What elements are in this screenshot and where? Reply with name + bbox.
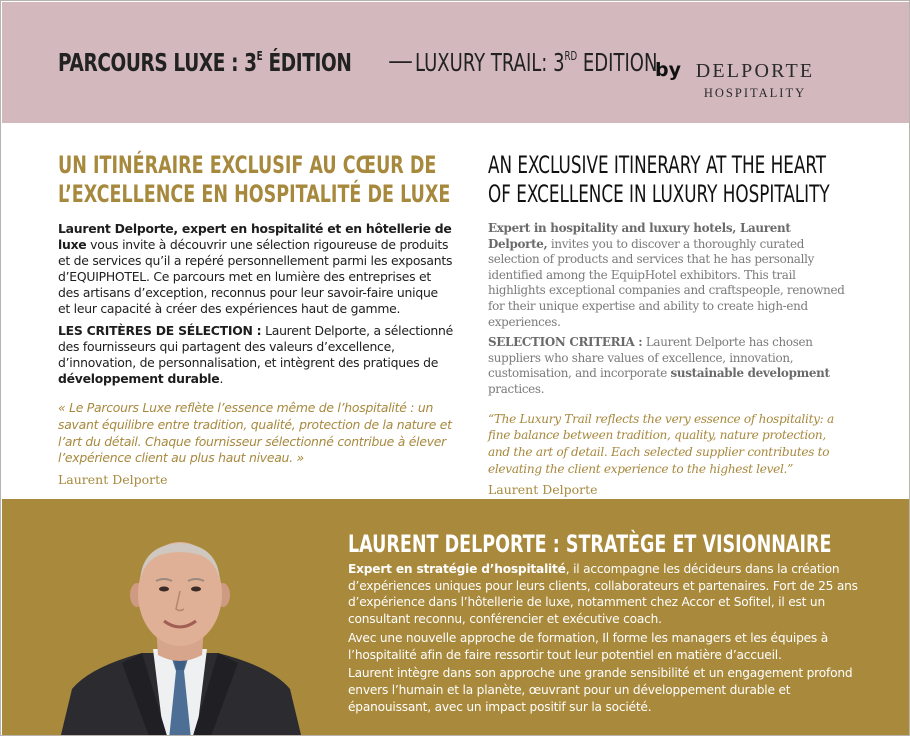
header-separator: — <box>388 46 413 75</box>
french-column <box>58 151 453 487</box>
profile-band <box>2 499 909 736</box>
profile-title: LAURENT DELPORTE : STRATÈGE ET VISIONNAIRE <box>348 530 832 558</box>
english-quote: “The Luxury Trail reflects the very essence of hospitality: a fine balance between tradition, quality, nature protection, and the art of detail. Each selected supplier contributes to elevating the client experience to the highest level.” <box>488 411 834 476</box>
page-header <box>2 2 909 123</box>
french-quote: « Le Parcours Luxe reflète l’essence même de l’hospitalité : un savant équilibre entre tradition, qualité, protection de la nature et l’art du détail. Chaque fournisseur sélectionné contribue à élever l’expérience client au plus haut niveau. » <box>58 399 452 466</box>
delporte-logo <box>692 60 818 102</box>
english-column <box>488 151 848 497</box>
profile-lead: Expert en stratégie d’hospitalité, il accompagne les décideurs dans la création d’expériences uniques pour leurs clients, collaborateurs et partenaires. Fort de 25 ans d’expérience dans l’hôtellerie de luxe, notamment chez Accor et Sofitel, il est un consultant reconnu, conférencier et exécutive coach. <box>348 562 858 627</box>
profile-text <box>348 529 858 715</box>
portrait-photo <box>50 539 310 736</box>
french-heading: UN ITINÉRAIRE EXCLUSIF AU CŒUR DE L’EXCELLENCE EN HOSPITALITÉ DE LUXE <box>58 151 451 208</box>
english-intro: Expert in hospitality and luxury hotels, Laurent Delporte, invites you to discover a thoroughly curated selection of products and services that he has personally identified among the EquipHotel exhibitors. This trail highlights exceptional companies and craftspeople, renowned for their unique expertise and ability to create high-end experiences. <box>488 221 845 329</box>
french-criteria: LES CRITÈRES DE SÉLECTION : Laurent Delporte, a sélectionné des fournisseurs qui partagent des valeurs d’excellence, d’innovation, de personnalisation, et intègrent des pratiques de développement durable. <box>58 322 453 386</box>
english-criteria: SELECTION CRITERIA : Laurent Delporte has chosen suppliers who share values of excellence, innovation, customisation, and incorporate sustainable development practices. <box>488 335 830 396</box>
header-title-en: LUXURY TRAIL: 3RD EDITION <box>415 48 658 77</box>
header-title-fr: PARCOURS LUXE : $3^E$ ÉDITION <box>58 48 352 77</box>
logo-line-2: HOSPITALITY <box>703 86 807 100</box>
profile-paragraph-2: Avec une nouvelle approche de formation, Il forme les managers et les équipes à l’hospitalité afin de faire ressortir tout leur potentiel en matière d’accueil. <box>348 630 828 662</box>
english-heading: AN EXCLUSIVE ITINERARY AT THE HEART OF EXCELLENCE IN LUXURY HOSPITALITY <box>488 151 830 208</box>
french-quote-author: Laurent Delporte <box>58 472 168 488</box>
header-by: by <box>655 59 681 81</box>
logo-line-1: DELPORTE <box>695 60 815 82</box>
profile-paragraph-3: Laurent intègre dans son approche une grande sensibilité et un engagement profond envers l’humain et la planète, œuvrant pour un développement durable et épanouissant, avec un impact positif sur la société. <box>348 666 853 714</box>
french-intro: Laurent Delporte, expert en hospitalité et en hôtellerie de luxe vous invite à découvrir une sélection rigoureuse de produits et de services qu’il a repéré personnellement parmi les exposants d’EQUIPHOTEL. Ce parcours met en lumière des entreprises et des artisans d’exception, reconnus pour leur savoir-faire unique et leur capacité à créer des expériences haut de gamme. <box>58 221 453 317</box>
english-quote-author: Laurent Delporte <box>488 481 598 497</box>
